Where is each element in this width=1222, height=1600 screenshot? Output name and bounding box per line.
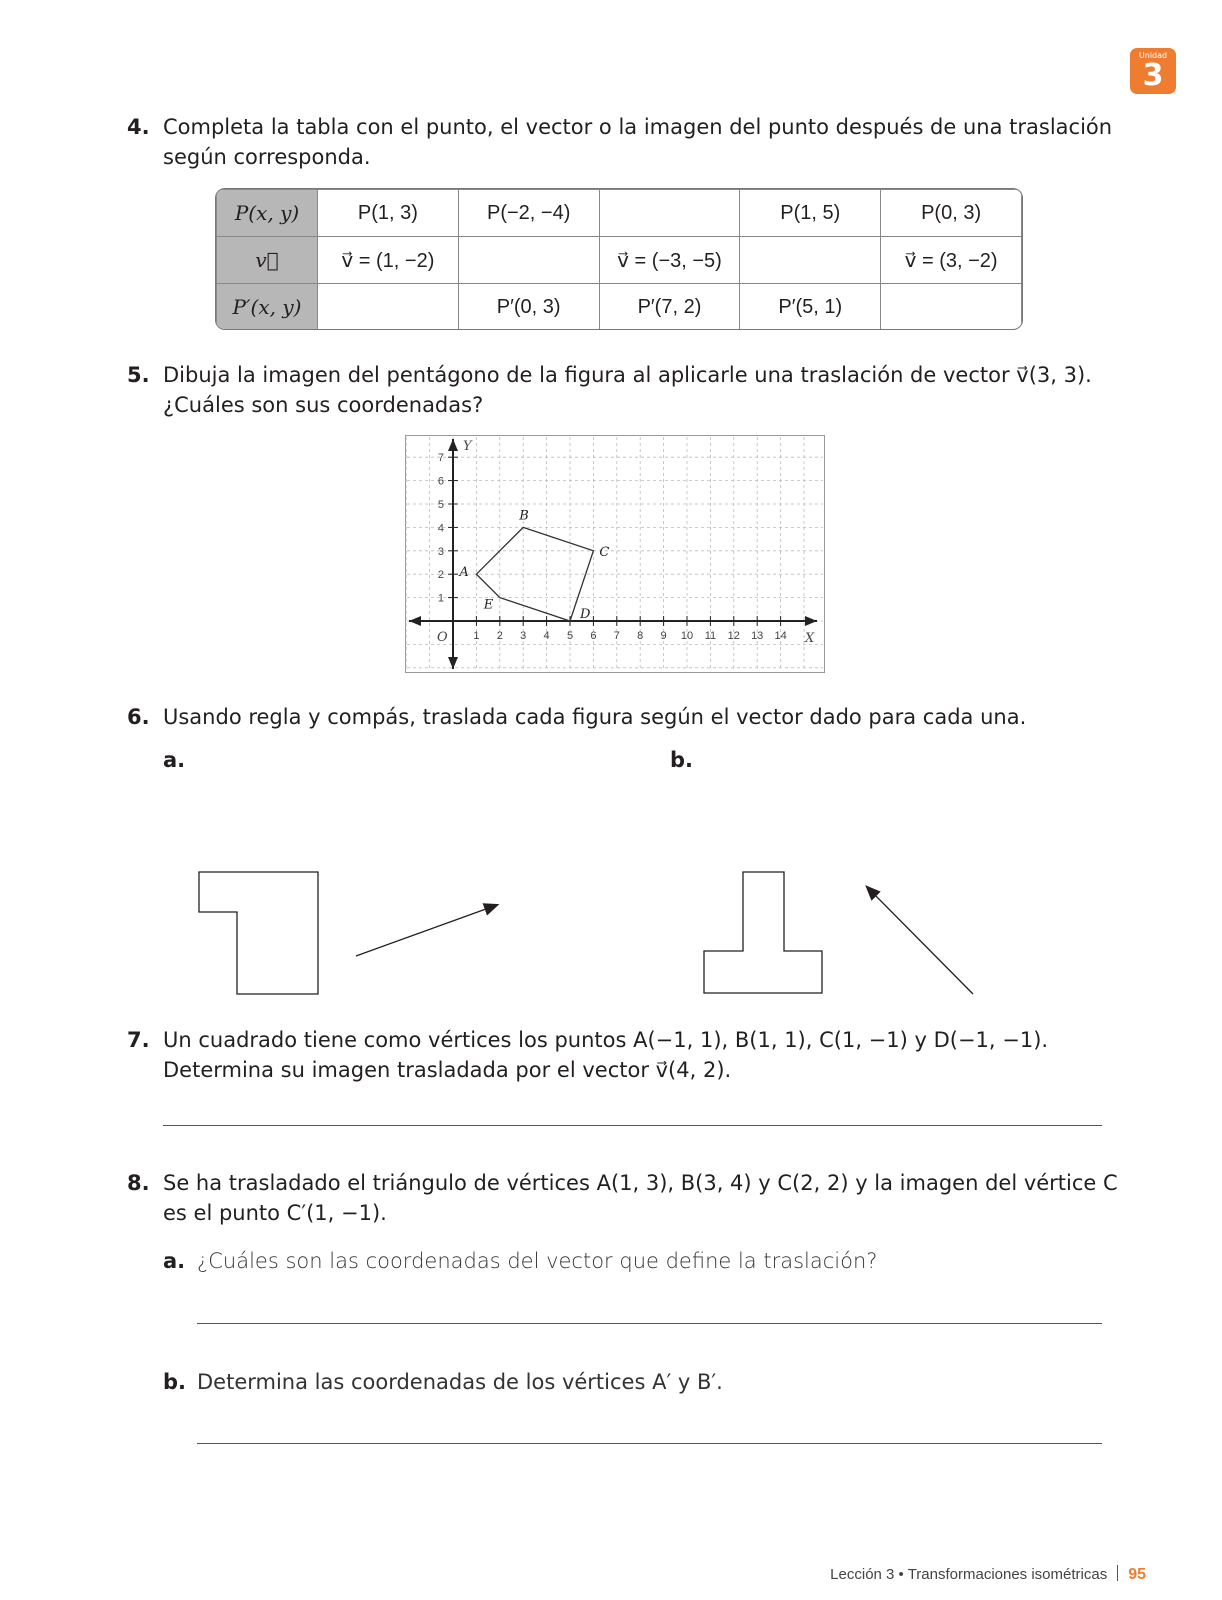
table-cell[interactable]: P(0, 3) bbox=[881, 190, 1022, 237]
subitem-label-b: b. bbox=[163, 1370, 187, 1394]
x-tick-label: 10 bbox=[680, 630, 694, 642]
vector-a-arrow bbox=[356, 905, 497, 956]
table-header: P′(x, y) bbox=[217, 284, 318, 331]
table-row-image bbox=[217, 284, 1022, 331]
question-text-line1: Un cuadrado tiene como vértices los puntos A(−1, 1), B(1, 1), C(1, −1) y D(−1, −1). bbox=[163, 1028, 1049, 1052]
x-tick-label: 6 bbox=[590, 630, 597, 642]
question-number: 6. bbox=[127, 705, 150, 729]
table-cell[interactable] bbox=[318, 284, 459, 331]
page-footer bbox=[830, 1565, 1146, 1584]
subitem-text-a: ¿Cuáles son las coordenadas del vector que define la traslación? bbox=[197, 1249, 878, 1273]
x-tick-label: 7 bbox=[613, 630, 620, 642]
question-text-line2: Determina su imagen trasladada por el vector v⃗(4, 2). bbox=[163, 1058, 732, 1082]
vertex-label-e: E bbox=[483, 597, 494, 613]
x-tick-label: 9 bbox=[660, 630, 667, 642]
coordinate-graph[interactable] bbox=[405, 435, 825, 673]
x-tick-label: 2 bbox=[496, 630, 503, 642]
question-number: 8. bbox=[127, 1171, 150, 1195]
question-text-line2: ¿Cuáles son sus coordenadas? bbox=[163, 393, 484, 417]
table-header: P(x, y) bbox=[217, 190, 318, 237]
table-cell[interactable]: P′(0, 3) bbox=[458, 284, 599, 331]
question-number: 5. bbox=[127, 363, 150, 387]
question-number: 4. bbox=[127, 115, 150, 139]
subitem-label-a: a. bbox=[163, 748, 186, 772]
y-axis-label: Y bbox=[463, 439, 472, 454]
table-cell[interactable]: v⃗ = (3, −2) bbox=[881, 237, 1022, 284]
lesson-title: Lección 3 • Transformaciones isométricas bbox=[830, 1566, 1108, 1583]
table-row-point bbox=[217, 190, 1022, 237]
x-tick-label: 13 bbox=[751, 630, 764, 642]
table-cell[interactable] bbox=[599, 190, 740, 237]
x-tick-label: 14 bbox=[774, 630, 787, 642]
unit-label: Unidad bbox=[1138, 51, 1168, 60]
table-cell[interactable] bbox=[881, 284, 1022, 331]
figure-b-shape bbox=[704, 872, 822, 993]
x-tick-label: 3 bbox=[520, 630, 527, 642]
answer-line[interactable] bbox=[163, 1125, 1102, 1126]
question-text-line2: es el punto C′(1, −1). bbox=[163, 1201, 387, 1225]
table-cell[interactable]: P(1, 3) bbox=[318, 190, 459, 237]
y-tick-label: 5 bbox=[437, 499, 444, 511]
y-tick-label: 1 bbox=[437, 592, 444, 605]
table-cell[interactable]: P(−2, −4) bbox=[458, 190, 599, 237]
figure-a-shape bbox=[199, 872, 318, 994]
vector-b-arrow bbox=[867, 887, 973, 994]
table-cell[interactable] bbox=[740, 237, 881, 284]
y-tick-label: 2 bbox=[437, 569, 444, 582]
vertex-label-c: C bbox=[599, 544, 610, 560]
x-tick-label: 4 bbox=[543, 630, 550, 642]
question-text: Usando regla y compás, traslada cada figura según el vector dado para cada una. bbox=[163, 705, 1027, 729]
x-axis-label: X bbox=[805, 631, 815, 646]
vertex-label-d: D bbox=[580, 607, 591, 622]
table-cell[interactable]: P′(7, 2) bbox=[599, 284, 740, 331]
subitem-label-b: b. bbox=[670, 748, 694, 772]
question-text-line2: según corresponda. bbox=[163, 145, 371, 169]
table-cell[interactable]: P(1, 5) bbox=[740, 190, 881, 237]
x-tick-label: 12 bbox=[727, 630, 740, 642]
x-tick-label: 8 bbox=[637, 630, 644, 642]
subitem-label-a: a. bbox=[163, 1249, 186, 1273]
page-number: 95 bbox=[1128, 1566, 1146, 1583]
x-tick-label: 1 bbox=[473, 630, 480, 642]
unit-badge bbox=[1130, 48, 1176, 94]
table-cell[interactable]: P′(5, 1) bbox=[740, 284, 881, 331]
question-number: 7. bbox=[127, 1028, 150, 1052]
vertex-label-a: A bbox=[459, 565, 469, 581]
table-cell[interactable] bbox=[458, 237, 599, 284]
answer-line-b[interactable] bbox=[197, 1443, 1102, 1444]
answer-line-a[interactable] bbox=[197, 1323, 1102, 1324]
x-tick-label: 5 bbox=[566, 630, 574, 642]
x-tick-label: 11 bbox=[704, 630, 717, 642]
vertex-label-b: B bbox=[519, 508, 529, 524]
y-tick-label: 6 bbox=[437, 475, 444, 488]
question-text-line1: Se ha trasladado el triángulo de vértices A(1, 3), B(3, 4) y C(2, 2) y la imagen del vértice C bbox=[163, 1171, 1118, 1195]
table-cell[interactable]: v⃗ = (1, −2) bbox=[318, 237, 459, 284]
y-tick-label: 7 bbox=[437, 452, 444, 465]
table-cell[interactable]: v⃗ = (−3, −5) bbox=[599, 237, 740, 284]
translation-table bbox=[215, 188, 1023, 330]
table-row-vector bbox=[217, 237, 1022, 284]
question-text-line1: Dibuja la imagen del pentágono de la figura al aplicarle una traslación de vector v⃗(3, 3). bbox=[163, 363, 1092, 387]
y-tick-label: 4 bbox=[437, 522, 444, 535]
question-text-line1: Completa la tabla con el punto, el vector o la imagen del punto después de una traslación bbox=[163, 115, 1113, 139]
y-tick-label: 3 bbox=[437, 545, 444, 558]
origin-label: O bbox=[437, 630, 448, 645]
subitem-text-b: Determina las coordenadas de los vértices A′ y B′. bbox=[197, 1370, 723, 1394]
table-header: v⃗ bbox=[217, 237, 318, 284]
unit-number: 3 bbox=[1142, 58, 1164, 93]
q6-figures[interactable] bbox=[0, 840, 1222, 1000]
